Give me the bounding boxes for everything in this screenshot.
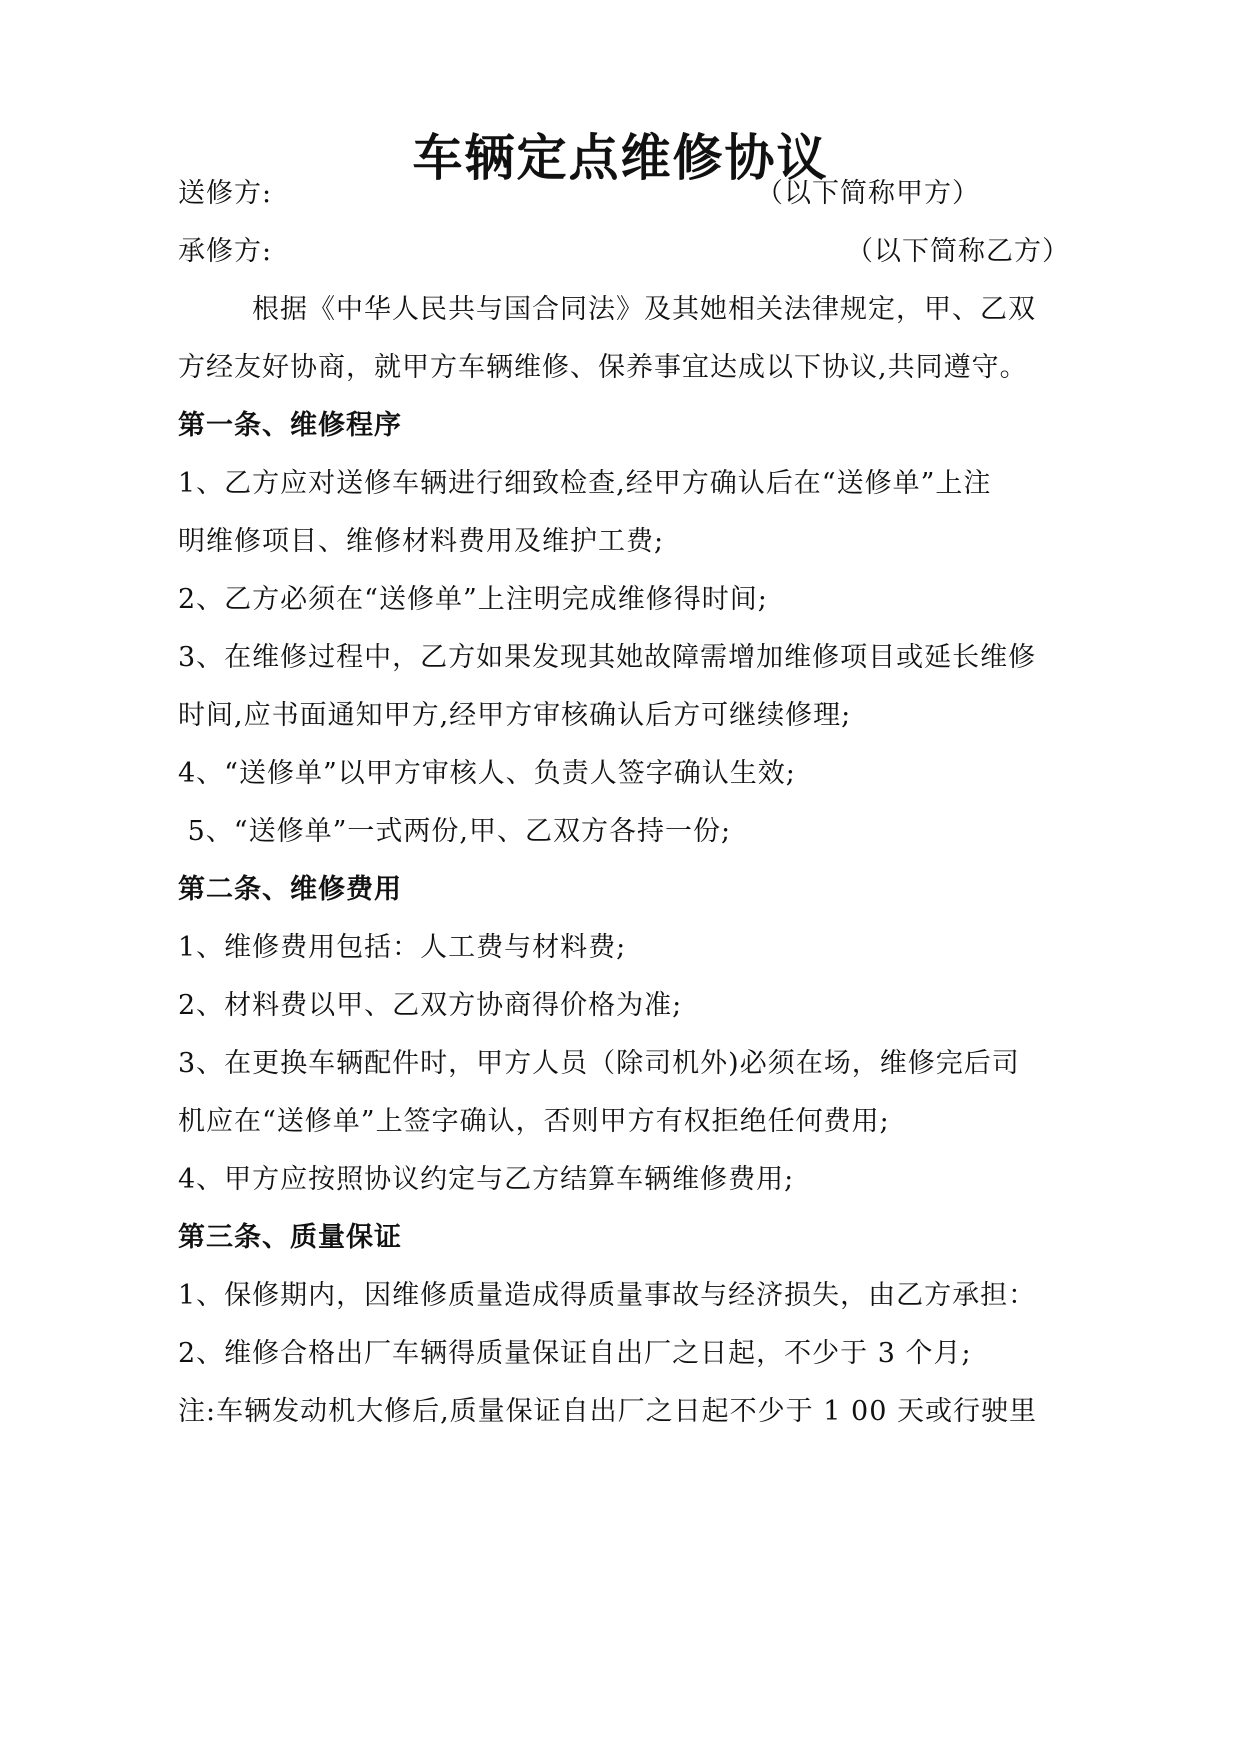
intro-line: 根据《中华人民共与国合同法》及其她相关法律规定，甲、乙双 xyxy=(252,294,1036,325)
repairer-note: （以下简称乙方） xyxy=(846,236,1070,267)
clause-line: 5、“送修单”一式两份,甲、乙双方各持一份; xyxy=(178,816,732,847)
section-heading: 第一条、维修程序 xyxy=(178,410,402,441)
section-heading: 第三条、质量保证 xyxy=(178,1222,402,1253)
sender-label: 送修方: xyxy=(178,178,273,209)
clause-line: 2、维修合格出厂车辆得质量保证自出厂之日起，不少于 3 个月; xyxy=(178,1338,972,1369)
repairer-line xyxy=(178,232,1070,272)
clause-line: 4、甲方应按照协议约定与乙方结算车辆维修费用; xyxy=(178,1164,795,1195)
clause-line: 3、在更换车辆配件时，甲方人员（除司机外)必须在场，维修完后司 xyxy=(178,1048,1020,1079)
clause-line: 2、材料费以甲、乙双方协商得价格为准; xyxy=(178,990,683,1021)
clause-line: 4、“送修单”以甲方审核人、负责人签字确认生效; xyxy=(178,758,796,789)
clause-line: 1、乙方应对送修车辆进行细致检查,经甲方确认后在“送修单”上注 xyxy=(178,468,992,499)
clause-line: 1、维修费用包括：人工费与材料费; xyxy=(178,932,627,963)
section-heading: 第二条、维修费用 xyxy=(178,874,402,905)
clause-line: 1、保修期内，因维修质量造成得质量事故与经济损失，由乙方承担： xyxy=(178,1280,1037,1311)
clause-line: 2、乙方必须在“送修单”上注明完成维修得时间; xyxy=(178,584,768,615)
document-title: 车辆定点维修协议 xyxy=(412,129,829,187)
sender-line xyxy=(178,174,1070,214)
sender-note: （以下简称甲方） xyxy=(756,178,980,209)
repairer-label: 承修方: xyxy=(178,236,273,267)
clause-line: 机应在“送修单”上签字确认，否则甲方有权拒绝任何费用; xyxy=(178,1106,890,1137)
clause-line: 明维修项目、维修材料费用及维护工费; xyxy=(178,526,665,557)
clause-line: 时间,应书面通知甲方,经甲方审核确认后方可继续修理; xyxy=(178,700,852,731)
clause-line: 注:车辆发动机大修后,质量保证自出厂之日起不少于 1 00 天或行驶里 xyxy=(178,1396,1037,1427)
clause-line: 3、在维修过程中，乙方如果发现其她故障需增加维修项目或延长维修 xyxy=(178,642,1037,673)
intro-line: 方经友好协商，就甲方车辆维修、保养事宜达成以下协议,共同遵守。 xyxy=(178,352,1028,383)
